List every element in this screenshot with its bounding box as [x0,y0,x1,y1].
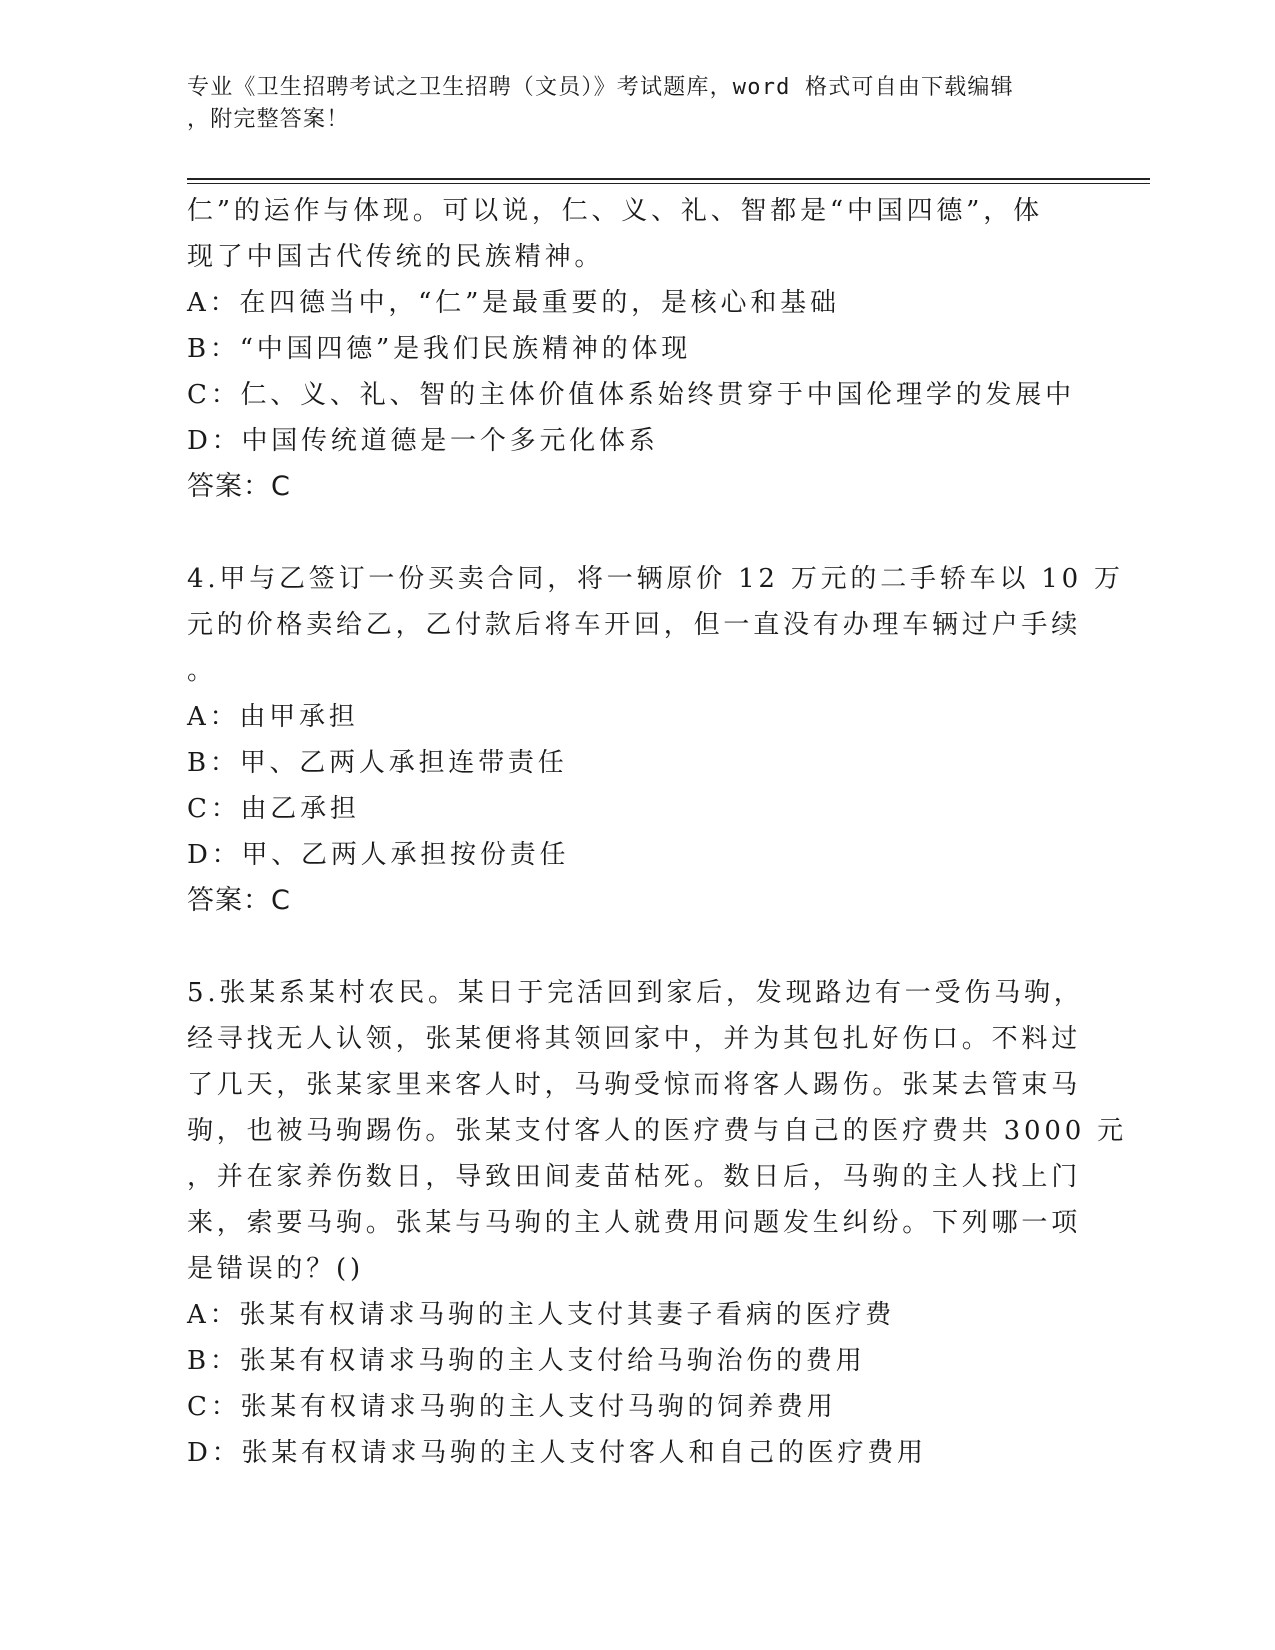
question-stem-line: 元的价格卖给乙，乙付款后将车开回，但一直没有办理车辆过户手续 [187,610,1082,640]
spacer [187,510,1087,556]
question-stem-line: 4.甲与乙签订一份买卖合同，将一辆原价 12 万元的二手轿车以 10 万 [187,564,1124,594]
header-rule-thin [187,183,1150,184]
question-5 [187,970,1127,1476]
answer-line: 答案：C [187,471,291,502]
question-stem-line: 现了中国古代传统的民族精神。 [187,242,605,272]
question-stem-line: 来，索要马驹。张某与马驹的主人就费用问题发生纠纷。下列哪一项 [187,1208,1082,1238]
document-body [187,188,1127,1476]
question-stem-line: 是错误的？() [187,1254,364,1284]
option-d: D：中国传统道德是一个多元化体系 [187,426,659,456]
option-d: D：甲、乙两人承担按份责任 [187,840,570,870]
option-a: A：张某有权请求马驹的主人支付其妻子看病的医疗费 [187,1300,895,1330]
header-rule-thick [187,178,1150,180]
question-4 [187,556,1124,924]
spacer [187,924,1087,970]
question-stem-line: 经寻找无人认领，张某便将其领回家中，并为其包扎好伤口。不料过 [187,1024,1082,1054]
option-d: D：张某有权请求马驹的主人支付客人和自己的医疗费用 [187,1438,927,1468]
option-b: B：张某有权请求马驹的主人支付给马驹治伤的费用 [187,1346,866,1376]
option-a: A：在四德当中，“仁”是最重要的，是核心和基础 [187,288,840,318]
option-b: B：“中国四德”是我们民族精神的体现 [187,334,692,364]
question-stem-line: 5.张某系某村农民。某日于完活回到家后，发现路边有一受伤马驹， [187,978,1084,1008]
question-stem-line: 仁”的运作与体现。可以说，仁、义、礼、智都是“中国四德”，体 [187,196,1043,226]
question-stem-line: 驹，也被马驹踢伤。张某支付客人的医疗费与自己的医疗费共 3000 元 [187,1116,1127,1146]
question-stem-line: ，并在家养伤数日，导致田间麦苗枯死。数日后，马驹的主人找上门 [187,1162,1082,1192]
page-header [187,72,1087,136]
question-3 [187,188,1087,510]
header-subtitle-line: ，附完整答案！ [187,107,350,132]
question-stem-line: 了几天，张某家里来客人时，马驹受惊而将客人踢伤。张某去管束马 [187,1070,1082,1100]
answer-line: 答案：C [187,885,291,916]
option-c: C：由乙承担 [187,794,360,824]
question-stem-line: 。 [187,656,217,686]
option-a: A：由甲承担 [187,702,359,732]
option-c: C：张某有权请求马驹的主人支付马驹的饲养费用 [187,1392,837,1422]
header-title-line: 专业《卫生招聘考试之卫生招聘（文员）》考试题库，word 格式可自由下载编辑 [187,75,1014,100]
option-c: C：仁、义、礼、智的主体价值体系始终贯穿于中国伦理学的发展中 [187,380,1075,410]
option-b: B：甲、乙两人承担连带责任 [187,748,568,778]
